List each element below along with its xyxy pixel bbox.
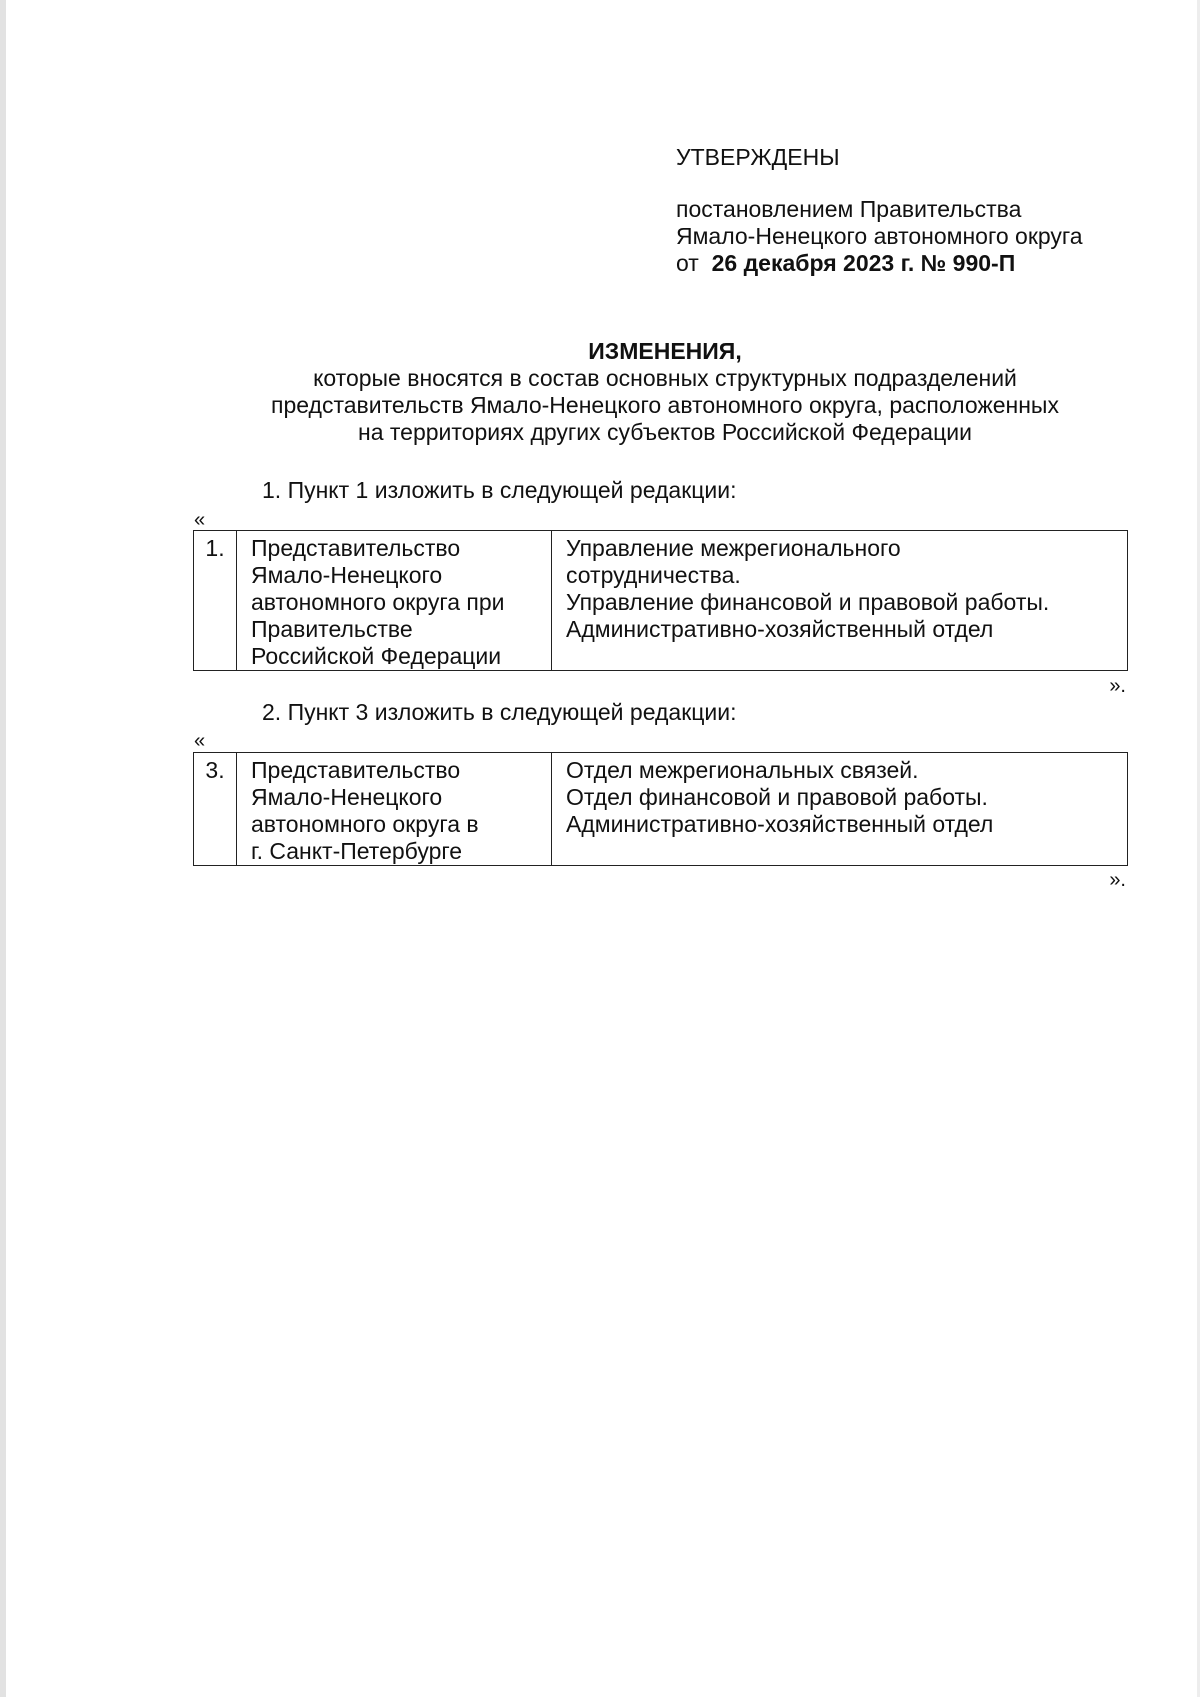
point-2-table xyxy=(193,752,1128,866)
approval-line-1: постановлением Правительства xyxy=(676,196,1022,222)
unit-line: Отдел финансовой и правовой работы. xyxy=(566,784,988,810)
representation-cell xyxy=(237,753,552,866)
representation-line: Ямало-Ненецкого xyxy=(251,562,443,588)
table-row xyxy=(194,753,1128,866)
representation-line: Ямало-Ненецкого xyxy=(251,784,443,810)
unit-line: Управление межрегионального xyxy=(566,535,901,561)
representation-cell xyxy=(237,531,552,671)
unit-line: Административно-хозяйственный отдел xyxy=(566,811,994,837)
representation-line: автономного округа в xyxy=(251,811,479,837)
representation-line: Российской Федерации xyxy=(251,643,502,669)
representation-line: г. Санкт-Петербурге xyxy=(251,838,463,864)
row-number: 1. xyxy=(205,535,225,561)
structural-units-cell xyxy=(552,531,1128,671)
point-2-close-quote: ». xyxy=(1109,869,1126,891)
title-line-1: которые вносятся в состав основных структурных подразделений xyxy=(313,365,1017,391)
title-line-3: на территориях других субъектов Российской Федерации xyxy=(358,419,972,445)
unit-line: Управление финансовой и правовой работы. xyxy=(566,589,1050,615)
unit-line: сотрудничества. xyxy=(566,562,741,588)
point-2-open-quote: « xyxy=(194,730,206,752)
row-number: 3. xyxy=(205,757,225,783)
unit-line: Отдел межрегиональных связей. xyxy=(566,757,919,783)
document-title-block xyxy=(150,338,1180,446)
row-number-cell xyxy=(194,753,237,866)
point-2-text: 2. Пункт 3 изложить в следующей редакции: xyxy=(262,699,737,725)
approval-line-2: Ямало-Ненецкого автономного округа xyxy=(676,223,1083,249)
date-prefix: от xyxy=(676,250,699,276)
representation-line: Правительстве xyxy=(251,616,413,642)
approved-label: УТВЕРЖДЕНЫ xyxy=(676,144,840,170)
representation-line: Представительство xyxy=(251,535,461,561)
representation-line: автономного округа при xyxy=(251,589,505,615)
decree-date-number: 26 декабря 2023 г. № 990-П xyxy=(711,250,1016,276)
title-line-2: представительств Ямало-Ненецкого автономного округа, расположенных xyxy=(271,392,1059,418)
approval-date-line xyxy=(676,250,1083,277)
scan-left-edge xyxy=(0,0,6,1697)
structural-units-cell xyxy=(552,753,1128,866)
point-1-table xyxy=(193,530,1128,671)
point-1-close-quote: ». xyxy=(1109,675,1126,697)
unit-line: Административно-хозяйственный отдел xyxy=(566,616,994,642)
table-row xyxy=(194,531,1128,671)
representation-line: Представительство xyxy=(251,757,461,783)
row-number-cell xyxy=(194,531,237,671)
point-1-open-quote: « xyxy=(194,509,206,531)
document-title: ИЗМЕНЕНИЯ, xyxy=(588,338,742,364)
approval-stamp-block xyxy=(676,144,1083,277)
point-1-text: 1. Пункт 1 изложить в следующей редакции: xyxy=(262,477,737,503)
